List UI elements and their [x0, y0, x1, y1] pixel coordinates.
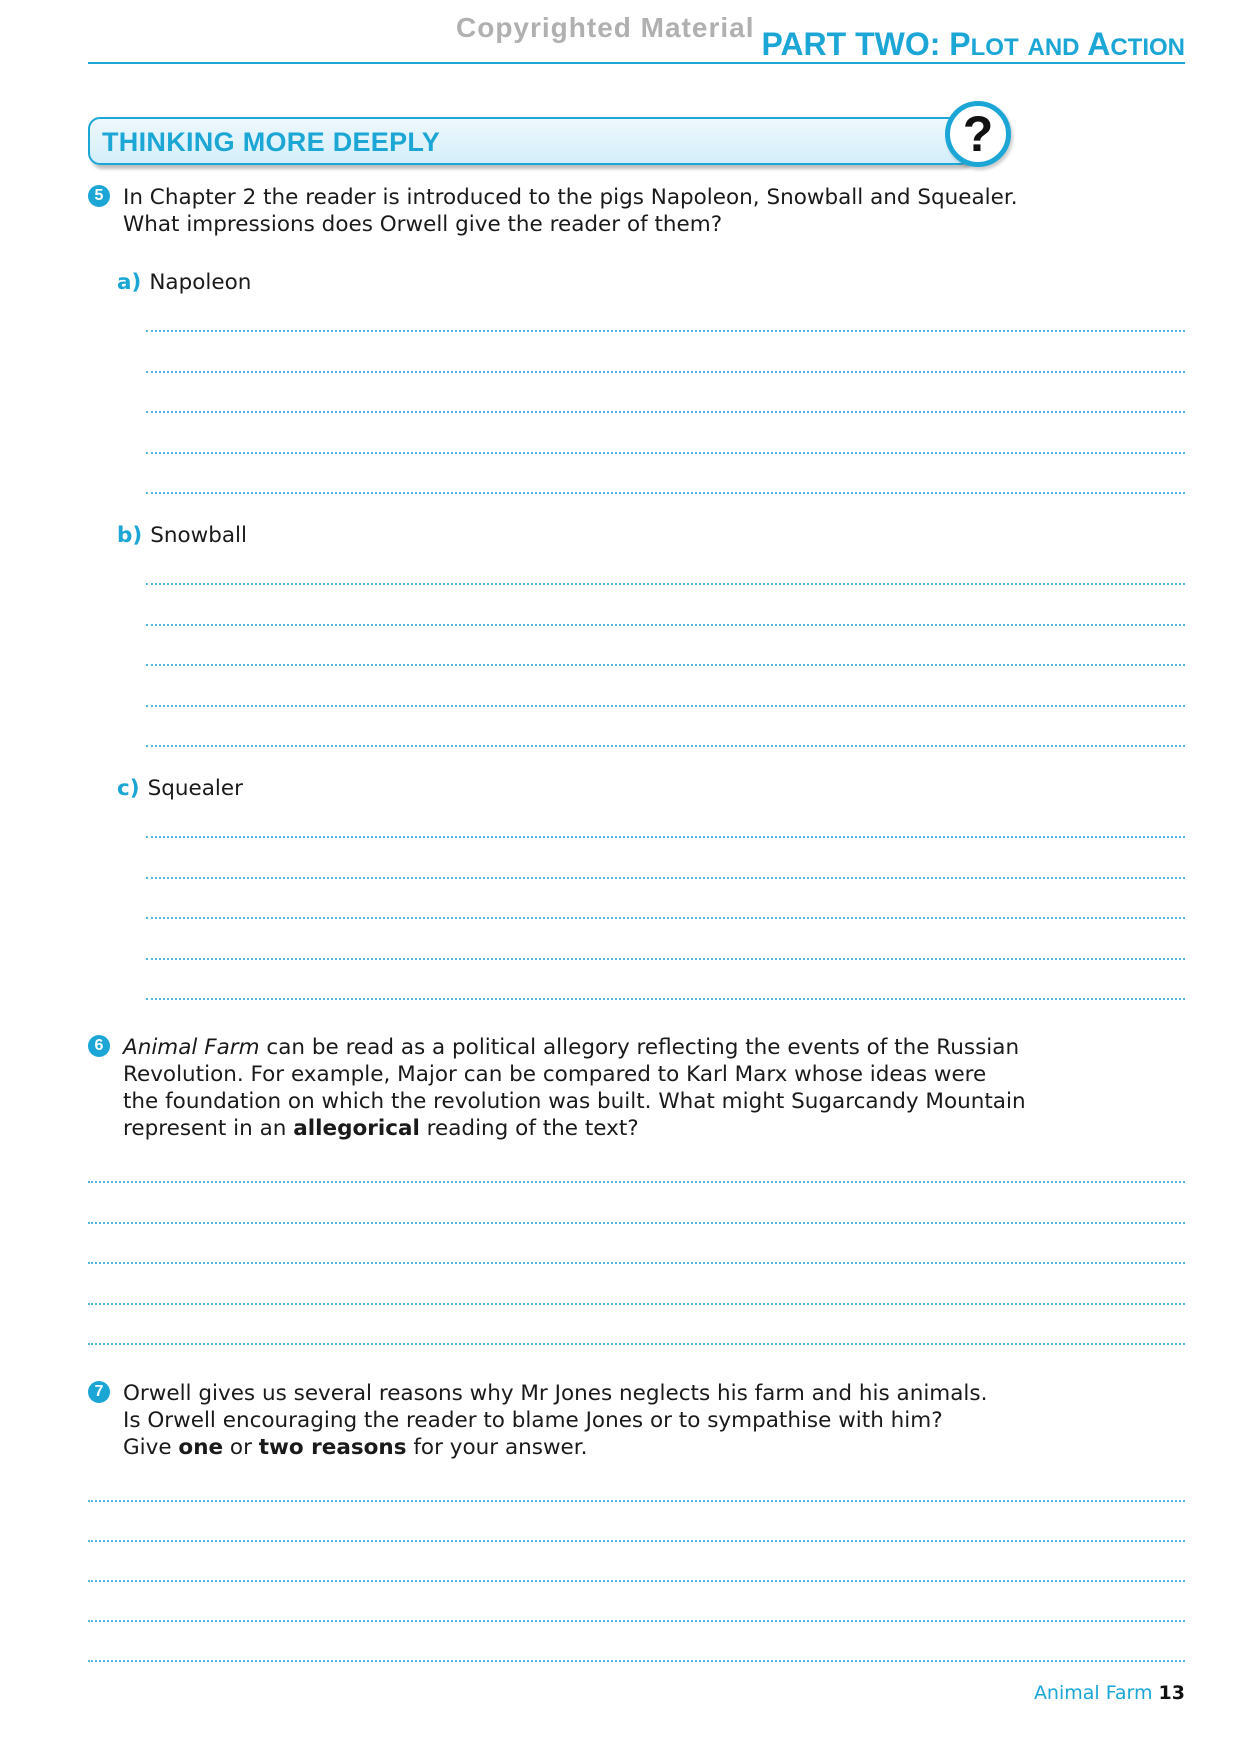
answer-line[interactable]	[88, 1343, 1185, 1345]
answer-line[interactable]	[146, 917, 1185, 919]
page-number: 13	[1158, 1682, 1185, 1704]
answer-line[interactable]	[146, 877, 1185, 879]
answer-line[interactable]	[146, 958, 1185, 960]
answer-line[interactable]	[88, 1580, 1185, 1582]
answer-line[interactable]	[146, 330, 1185, 332]
question-number-7: 7	[88, 1381, 110, 1403]
answer-line[interactable]	[88, 1303, 1185, 1305]
question-mark-icon: ?	[945, 101, 1011, 167]
answer-line[interactable]	[146, 998, 1185, 1000]
sub-question-b: b) Snowball	[117, 523, 248, 548]
answer-line[interactable]	[88, 1660, 1185, 1662]
answer-line[interactable]	[146, 452, 1185, 454]
answer-line[interactable]	[88, 1540, 1185, 1542]
sub-question-c: c) Squealer	[117, 776, 243, 801]
answer-line[interactable]	[146, 745, 1185, 747]
answer-line[interactable]	[88, 1500, 1185, 1502]
section-header: PART TWO: PLOT AND ACTION	[761, 26, 1185, 62]
answer-line[interactable]	[146, 664, 1185, 666]
question-number-5: 5	[88, 185, 110, 207]
question-7-text: Orwell gives us several reasons why Mr Jones neglects his farm and his animals. Is Orwell encouraging the reader to blame Jones or to sympathise with him? Give one or two reasons for your answer.	[123, 1381, 988, 1460]
answer-line[interactable]	[146, 492, 1185, 494]
answer-line[interactable]	[88, 1620, 1185, 1622]
sub-question-a: a) Napoleon	[117, 270, 252, 295]
answer-line[interactable]	[146, 411, 1185, 413]
answer-line[interactable]	[146, 836, 1185, 838]
page-footer	[1034, 1682, 1185, 1704]
answer-line[interactable]	[146, 583, 1185, 585]
answer-line[interactable]	[146, 371, 1185, 373]
answer-line[interactable]	[146, 705, 1185, 707]
question-5-text: In Chapter 2 the reader is introduced to the pigs Napoleon, Snowball and Squealer. What impressions does Orwell give the reader of them?	[123, 185, 1018, 237]
header-rule	[88, 62, 1185, 64]
thinking-banner	[88, 117, 972, 165]
book-title: Animal Farm	[1033, 1682, 1153, 1704]
answer-line[interactable]	[88, 1262, 1185, 1264]
question-number-6: 6	[88, 1035, 110, 1057]
watermark: Copyrighted Material	[456, 12, 755, 43]
banner-title: THINKING MORE DEEPLY	[102, 127, 441, 157]
answer-line[interactable]	[88, 1181, 1185, 1183]
answer-line[interactable]	[146, 624, 1185, 626]
question-6-text: Animal Farm can be read as a political allegory reflecting the events of the Russian Revolution. For example, Major can be compared to Karl Marx whose ideas were the foundation on which the revolution was built. What might Sugarcandy Mountain represent in an allegorical reading of the text?	[123, 1035, 1026, 1141]
answer-line[interactable]	[88, 1222, 1185, 1224]
